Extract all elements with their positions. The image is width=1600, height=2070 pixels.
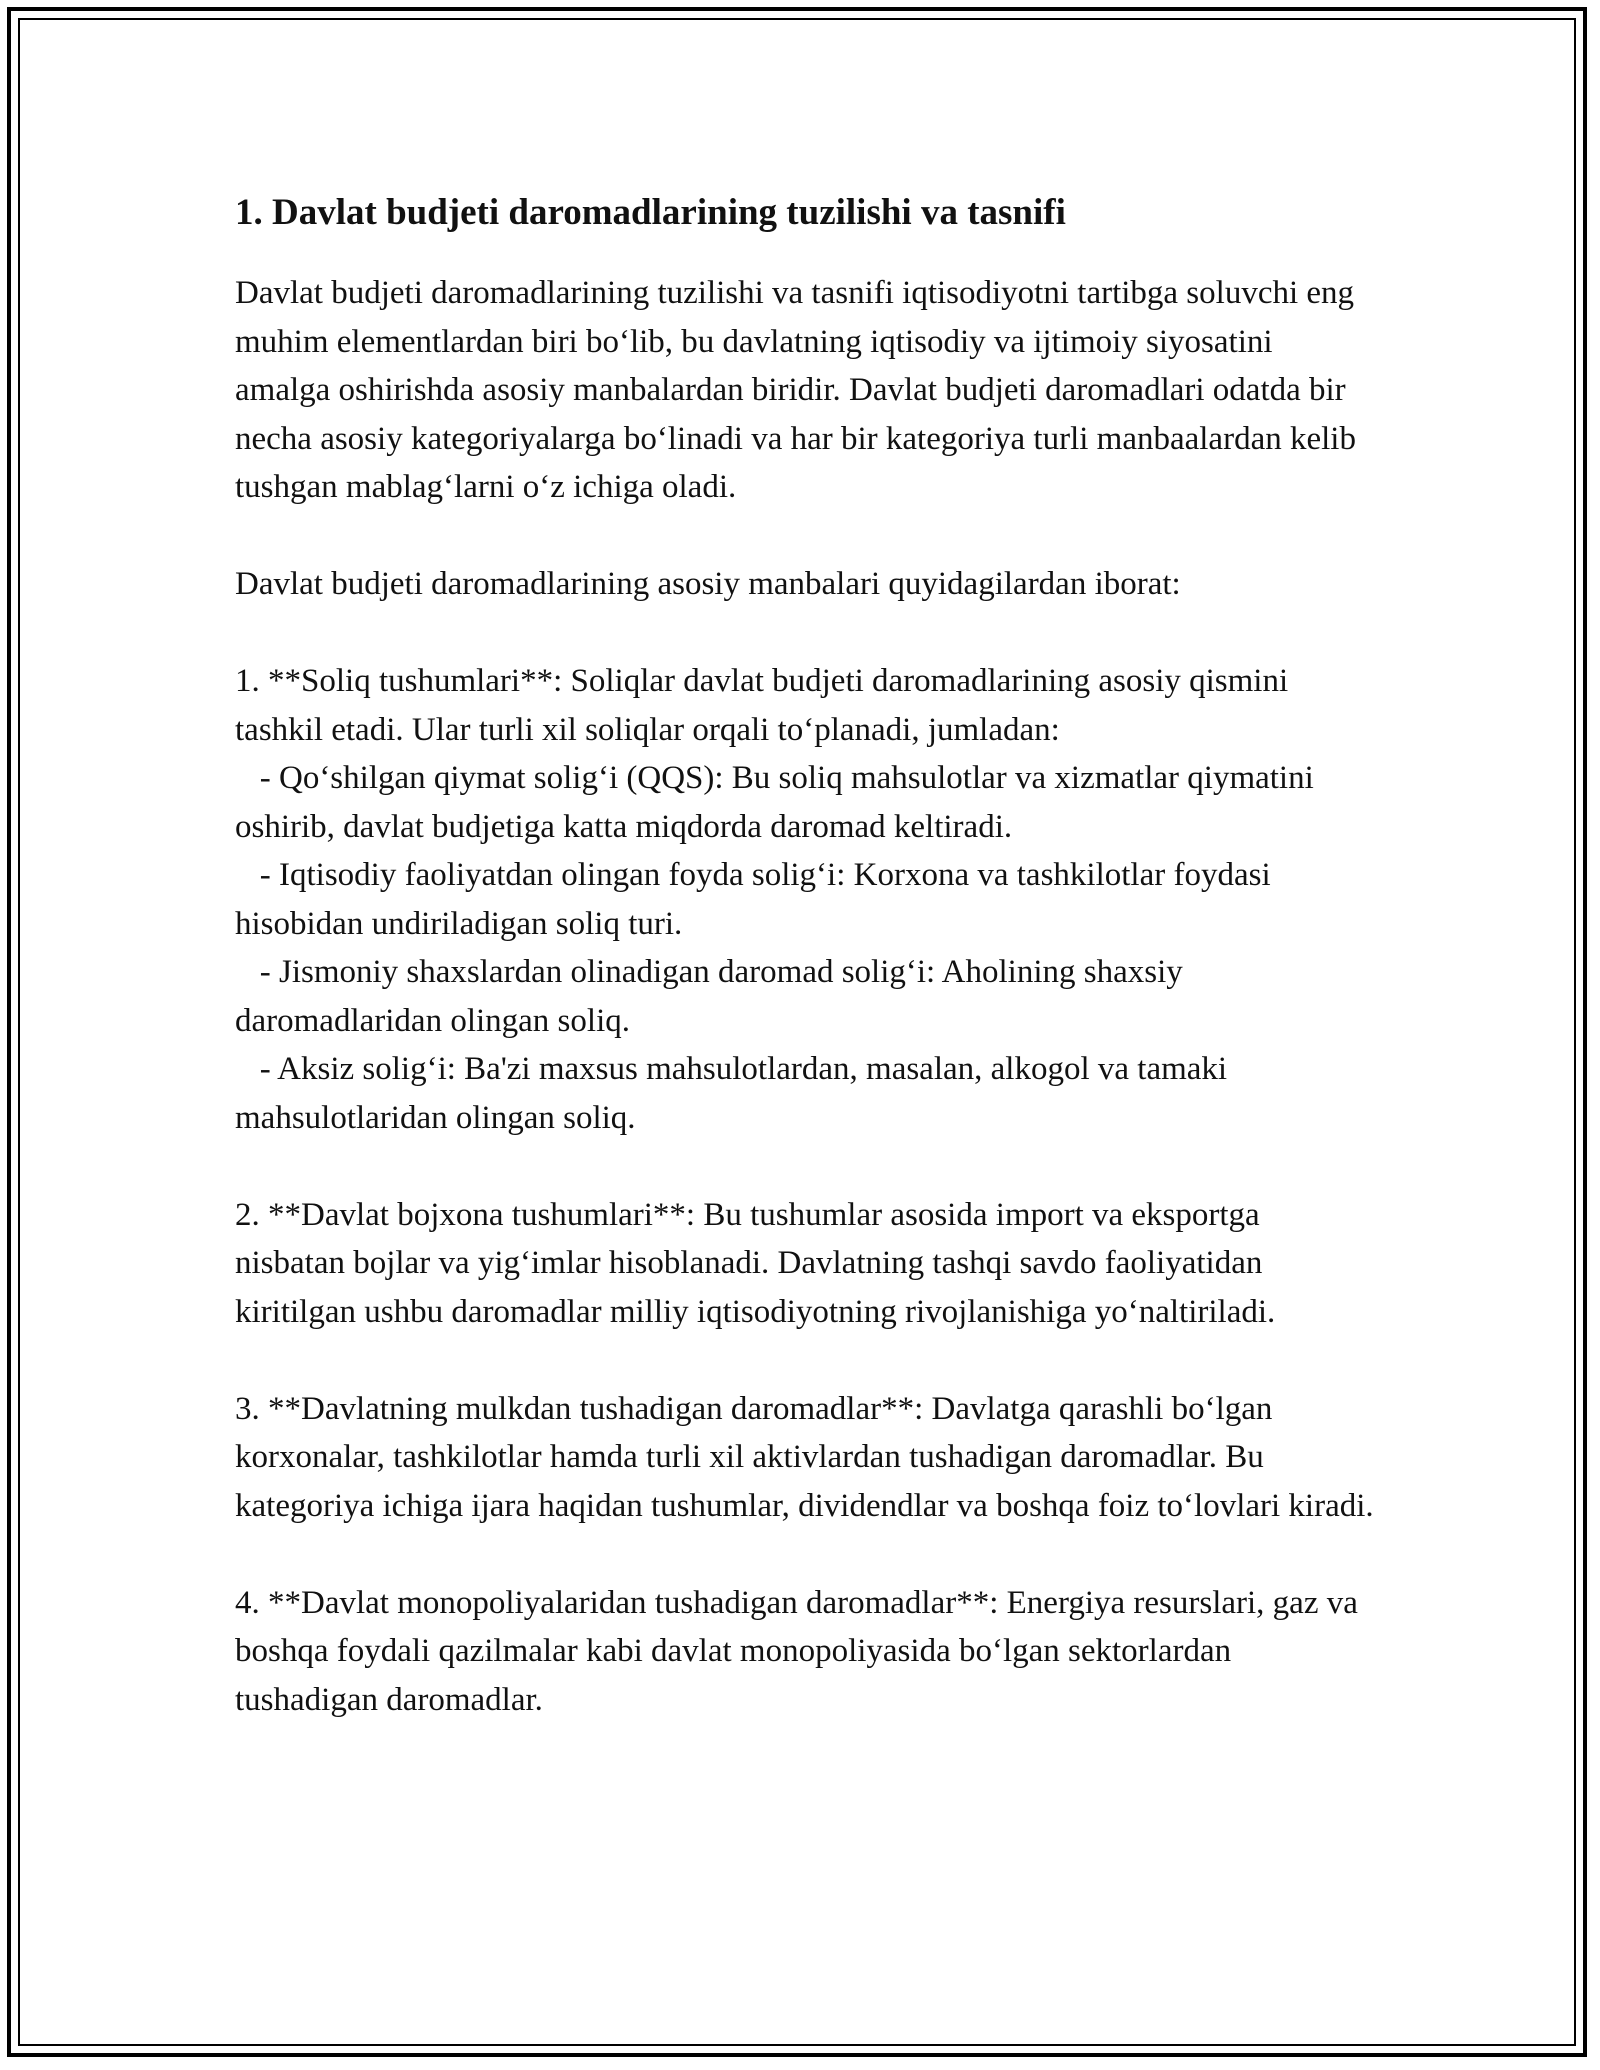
item-1-sub-1: - Qo‘shilgan qiymat solig‘i (QQS): Bu soliq mahsulotlar va xizmatlar qiymatini oshirib, davlat budjetiga katta miqdorda daromad keltiradi. <box>235 760 1323 845</box>
paragraph-spacer <box>235 1142 1375 1191</box>
paragraph-spacer <box>235 1336 1375 1385</box>
intro-paragraph: Davlat budjeti daromadlarining tuzilishi va tasnifi iqtisodiyotni tartibga soluvchi eng muhim elementlardan biri bo‘lib, bu davlatning iqtisodiy va ijtimoiy siyosatini amalga oshirishda asosiy manbalardan biridir. Davlat budjeti daromadlari odatda bir necha asosiy kategoriyalarga bo‘linadi va har bir kategoriya turli manbaalardan kelib tushgan mablag‘larni o‘z ichiga oladi. <box>235 275 1365 505</box>
sources-intro-paragraph: Davlat budjeti daromadlarining asosiy manbalari quyidagilardan iborat: <box>235 566 1181 602</box>
item-3-paragraph: 3. **Davlatning mulkdan tushadigan daromadlar**: Davlatga qarashli bo‘lgan korxonalar, tashkilotlar hamda turli xil aktivlardan tushadigan daromadlar. Bu kategoriya ichiga ijara haqidan tushumlar, dividendlar va boshqa foiz to‘lovlari kiradi. <box>235 1390 1374 1524</box>
section-heading: 1. Davlat budjeti daromadlarining tuzilishi va tasnifi <box>235 192 1066 233</box>
document-body <box>235 185 1375 1724</box>
paragraph-spacer <box>235 512 1375 561</box>
item-1-sub-3: - Jismoniy shaxslardan olinadigan daromad solig‘i: Aholining shaxsiy daromadlaridan olingan soliq. <box>235 954 1191 1039</box>
item-1-lead: 1. **Soliq tushumlari**: Soliqlar davlat budjeti daromadlarining asosiy qismini tashkil etadi. Ular turli xil soliqlar orqali to‘planadi, jumladan: <box>235 663 1297 748</box>
item-4-paragraph: 4. **Davlat monopoliyalaridan tushadigan daromadlar**: Energiya resurslari, gaz va boshqa foydali qazilmalar kabi davlat monopoliyasida bo‘lgan sektorlardan tushadigan daromadlar. <box>235 1584 1367 1718</box>
item-1-sub-2: - Iqtisodiy faoliyatdan olingan foyda solig‘i: Korxona va tashkilotlar foydasi hisobidan undiriladigan soliq turi. <box>235 857 1279 942</box>
paragraph-spacer <box>235 609 1375 658</box>
item-1-sub-4: - Aksiz solig‘i: Ba'zi maxsus mahsulotlardan, masalan, alkogol va tamaki mahsulotlaridan olingan soliq. <box>235 1051 1236 1136</box>
paragraph-spacer <box>235 1530 1375 1579</box>
item-2-paragraph: 2. **Davlat bojxona tushumlari**: Bu tushumlar asosida import va eksportga nisbatan bojlar va yig‘imlar hisoblanadi. Davlatning tashqi savdo faoliyatidan kiritilgan ushbu daromadlar milliy iqtisodiyotning rivojlanishiga yo‘naltiriladi. <box>235 1196 1276 1330</box>
